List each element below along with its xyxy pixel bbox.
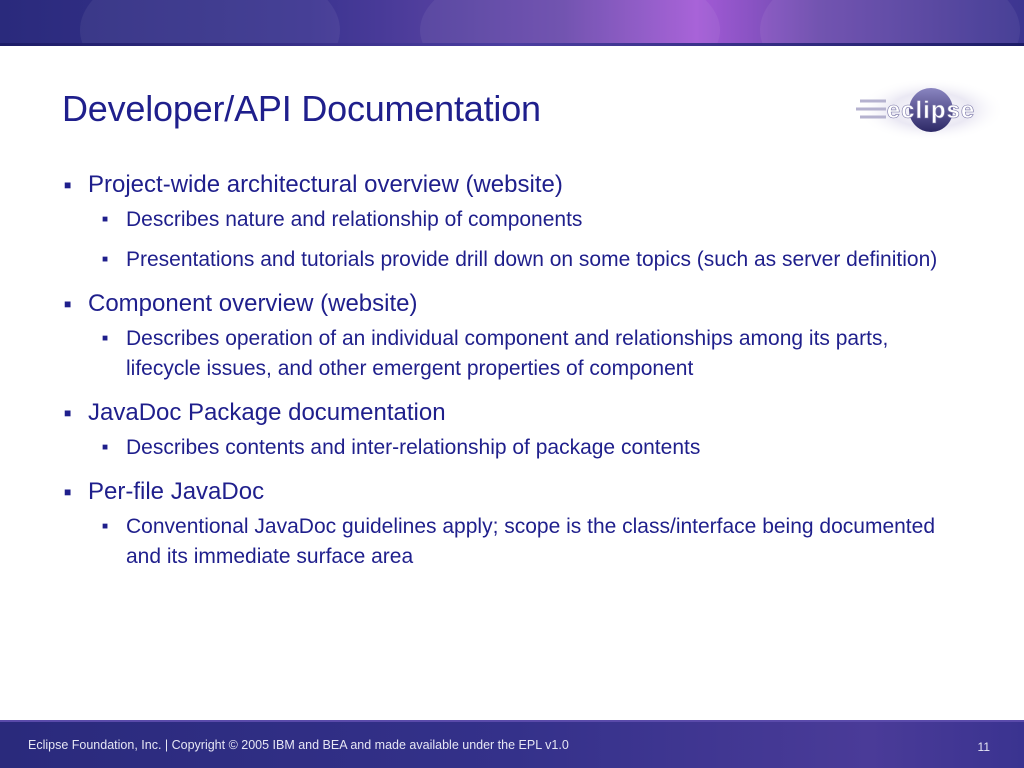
sub-bullet-text: Presentations and tutorials provide drill down on some topics (such as server definition) [126, 248, 938, 271]
square-bullet-icon: ■ [102, 254, 109, 265]
bullet-item [64, 398, 964, 428]
slide-title: Developer/API Documentation [62, 88, 541, 129]
square-bullet-icon: ■ [64, 297, 72, 311]
square-bullet-icon: ■ [64, 406, 72, 420]
square-bullet-icon: ■ [102, 333, 109, 344]
banner-swoosh [420, 0, 720, 46]
sub-bullet-item [64, 324, 964, 384]
sub-bullet-item [64, 205, 964, 235]
bullet-item [64, 477, 964, 507]
square-bullet-icon: ■ [102, 214, 109, 225]
eclipse-logo [856, 76, 1006, 146]
sub-bullet-text: Describes contents and inter-relationship of package contents [126, 436, 701, 459]
footer-rule [0, 720, 1024, 722]
bullet-text: JavaDoc Package documentation [88, 399, 446, 426]
sub-bullet-text: Conventional JavaDoc guidelines apply; scope is the class/interface being documented and its immediate surface area [126, 515, 935, 568]
logo-text: eclipse [886, 97, 976, 124]
sub-bullet-text: Describes nature and relationship of components [126, 208, 583, 231]
bullet-text: Project-wide architectural overview (website) [88, 171, 563, 198]
bullet-item [64, 170, 964, 200]
page-number: 11 [977, 740, 990, 754]
square-bullet-icon: ■ [64, 485, 72, 499]
banner-swoosh [760, 0, 1020, 46]
square-bullet-icon: ■ [102, 442, 109, 453]
sub-bullet-item [64, 433, 964, 463]
footer-copyright: Eclipse Foundation, Inc. | Copyright © 2005 IBM and BEA and made available under the EPL v1.0 [28, 738, 569, 752]
bullet-item [64, 289, 964, 319]
banner-rule [0, 43, 1024, 46]
sub-bullet-item [64, 245, 964, 275]
square-bullet-icon: ■ [102, 521, 109, 532]
banner-swoosh [80, 0, 340, 46]
bullet-list [64, 170, 964, 582]
sub-bullet-text: Describes operation of an individual component and relationships among its parts, lifecycle issues, and other emergent properties of component [126, 327, 889, 380]
bullet-text: Component overview (website) [88, 290, 418, 317]
top-banner [0, 0, 1024, 46]
sub-bullet-item [64, 512, 964, 572]
footer-bar [0, 720, 1024, 768]
square-bullet-icon: ■ [64, 178, 72, 192]
bullet-text: Per-file JavaDoc [88, 478, 265, 505]
